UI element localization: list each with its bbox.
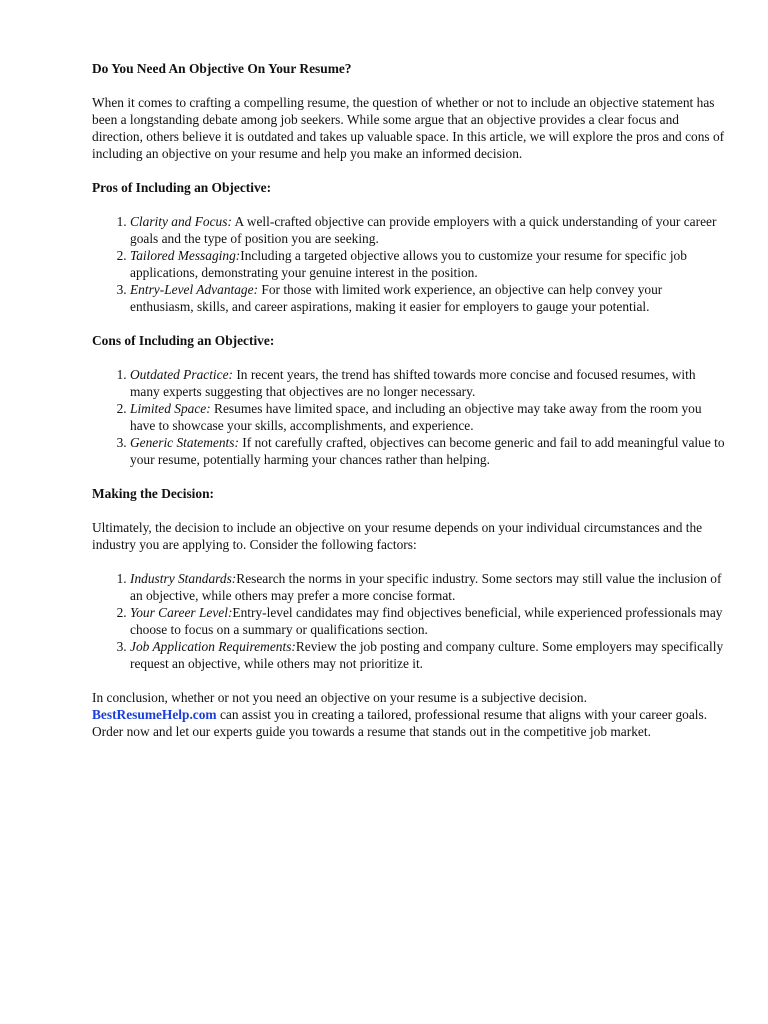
- conclusion-rest: can assist you in creating a tailored, professional resume that aligns with your career goals. Order now and let our experts guide you towards a resume that stands out in the competitive job market.: [92, 707, 708, 739]
- item-text: Entry-level candidates may find objectives beneficial, while experienced professionals may choose to focus on a summary or qualifications section.: [130, 605, 723, 637]
- bestresumehelp-link[interactable]: BestResumeHelp.com: [92, 707, 217, 722]
- item-term: Clarity and Focus:: [130, 214, 232, 229]
- item-text: Research the norms in your specific industry. Some sectors may still value the inclusion of an objective, while others may prefer a more concise format.: [130, 571, 722, 603]
- item-text: Resumes have limited space, and including an objective may take away from the room you have to showcase your skills, accomplishments, and experience.: [130, 401, 702, 433]
- item-term: Industry Standards:: [130, 571, 237, 586]
- item-term: Entry-Level Advantage:: [130, 282, 259, 297]
- cons-list: [92, 366, 728, 468]
- item-text: A well-crafted objective can provide employers with a quick understanding of your career goals and the type of position you are seeking.: [130, 214, 717, 246]
- item-term: Job Application Requirements:: [130, 639, 296, 654]
- decision-intro: Ultimately, the decision to include an objective on your resume depends on your individual circumstances and the industry you are applying to. Consider the following factors:: [92, 520, 703, 552]
- list-item: [130, 247, 728, 281]
- document-page: [92, 60, 728, 740]
- list-item: [130, 400, 728, 434]
- list-item: [130, 604, 728, 638]
- cons-heading: Cons of Including an Objective:: [92, 333, 275, 348]
- decision-list: [92, 570, 728, 672]
- item-term: Tailored Messaging:: [130, 248, 241, 263]
- pros-list: [92, 213, 728, 315]
- item-term: Limited Space:: [130, 401, 211, 416]
- item-text: Including a targeted objective allows you to customize your resume for specific job applications, demonstrating your genuine interest in the position.: [130, 248, 687, 280]
- list-item: [130, 366, 728, 400]
- item-term: Outdated Practice:: [130, 367, 233, 382]
- item-text: If not carefully crafted, objectives can become generic and fail to add meaningful value to your resume, potentially harming your chances rather than helping.: [130, 435, 725, 467]
- conclusion-paragraph: [92, 689, 728, 740]
- item-term: Generic Statements:: [130, 435, 239, 450]
- list-item: [130, 281, 728, 315]
- decision-heading: Making the Decision:: [92, 486, 214, 501]
- item-term: Your Career Level:: [130, 605, 233, 620]
- conclusion-lead: In conclusion, whether or not you need an objective on your resume is a subjective decision.: [92, 690, 587, 705]
- list-item: [130, 570, 728, 604]
- list-item: [130, 434, 728, 468]
- list-item: [130, 638, 728, 672]
- item-text: Review the job posting and company culture. Some employers may specifically request an objective, while others may not prioritize it.: [130, 639, 724, 671]
- pros-heading: Pros of Including an Objective:: [92, 180, 272, 195]
- intro-paragraph: When it comes to crafting a compelling resume, the question of whether or not to include an objective statement has been a longstanding debate among job seekers. While some argue that an objective provides a clear focus and direction, others believe it is outdated and takes up valuable space. In this article, we will explore the pros and cons of including an objective on your resume and help you make an informed decision.: [92, 95, 725, 161]
- item-text: For those with limited work experience, an objective can help convey your enthusiasm, skills, and career aspirations, making it easier for employers to gauge your potential.: [130, 282, 663, 314]
- list-item: [130, 213, 728, 247]
- item-text: In recent years, the trend has shifted towards more concise and focused resumes, with many experts suggesting that objectives are no longer necessary.: [130, 367, 696, 399]
- document-title: Do You Need An Objective On Your Resume?: [92, 61, 352, 76]
